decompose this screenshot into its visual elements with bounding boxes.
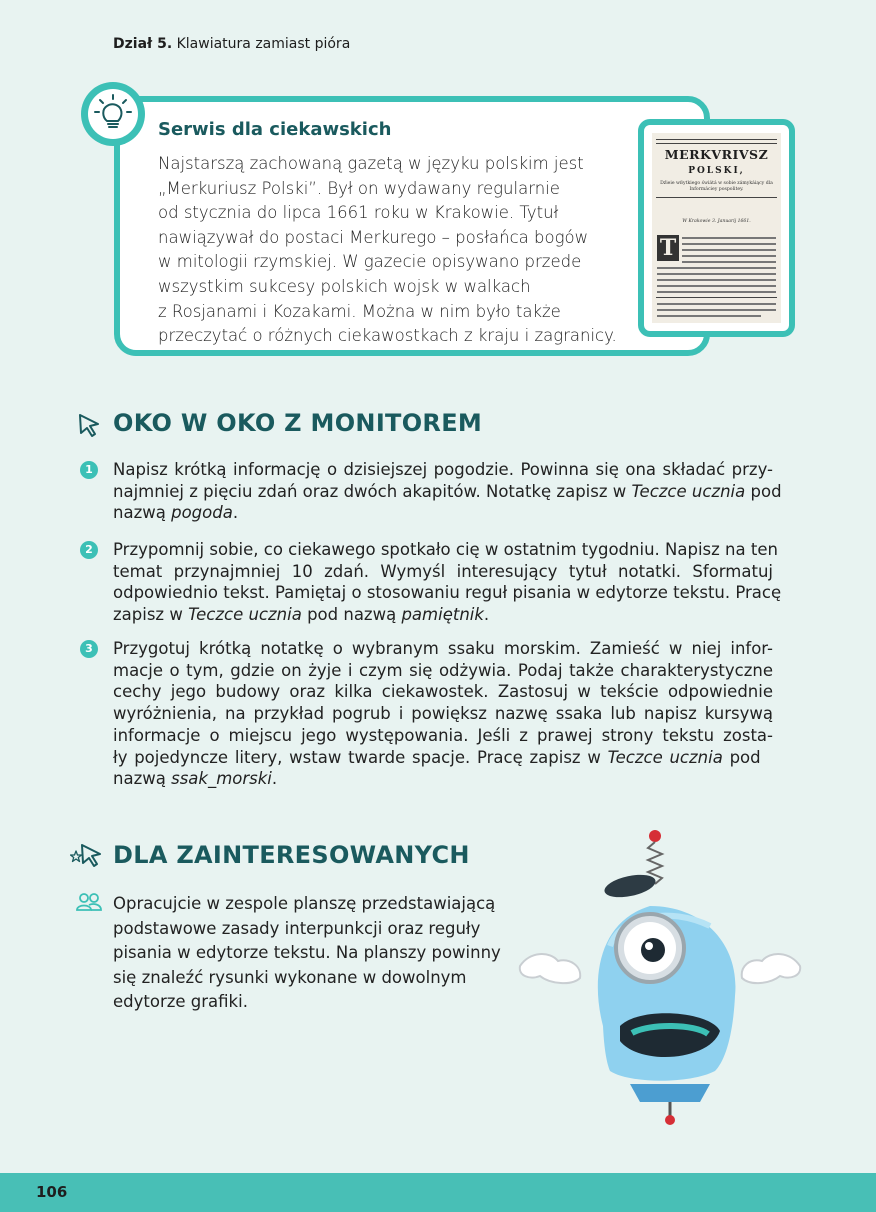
page-header (113, 36, 350, 52)
task-2 (113, 539, 782, 626)
task-number-2: 2 (80, 541, 98, 559)
info-title: Serwis dla ciekawskich (158, 119, 392, 140)
info-line: w mitologii rzymskiej. W gazecie opisywano przede (158, 252, 582, 272)
header-section: Dział 5. (113, 36, 173, 52)
lightbulb-icon (81, 82, 145, 146)
info-line: Najstarszą zachowaną gazetą w języku polskim jest (158, 154, 584, 173)
task-number-1: 1 (80, 461, 98, 479)
group-work-icon (75, 892, 103, 912)
newspaper-initial: T (657, 235, 679, 261)
newspaper-title: MERKVRIVSZ (664, 147, 769, 162)
newspaper-dateline: W Krakowie 3. Januarij 1661. (682, 219, 751, 224)
newspaper-tagline: Dźieie wßytkiego świátá w sobie zámykáiący dla Informáciey pospolitey. (660, 181, 773, 192)
newspaper-image-frame (638, 119, 795, 337)
section-title-dla-zainteresowanych: DLA ZAINTERESOWANYCH (113, 841, 470, 869)
info-line: od stycznia do lipca 1661 roku w Krakowie. Tytuł (158, 203, 559, 223)
info-line: przeczytać o różnych ciekawostkach z kraju i zagranicy. (158, 326, 617, 346)
task-line: zapisz w Teczce ucznia pod nazwą pamiętnik. (113, 605, 490, 625)
task-line: najmniej z pięciu zdań oraz dwóch akapitów. Notatkę zapisz w Teczce ucznia pod (113, 481, 782, 501)
robot-mascot-illustration (510, 826, 810, 1126)
info-line: „Merkuriusz Polski”. Był on wydawany regularnie (158, 178, 560, 198)
info-line: wszystkim sukcesy polskich wojsk w walkach (158, 276, 531, 296)
group-task-text (113, 892, 501, 1015)
task-line: Przypomnij sobie, co ciekawego spotkało cię w ostatnim tygodniu. Napisz na ten (113, 540, 778, 559)
task-line: informacje o miejscu jego występowania. Jeśli z prawej strony tekstu zosta- (113, 725, 773, 745)
task-line: Napisz krótką informację o dzisiejszej pogodzie. Powinna się ona składać przy- (113, 460, 773, 479)
page-number: 106 (36, 1183, 68, 1201)
task-line: cechy jego budowy oraz kilka ciekawostek. Zastosuj w tekście odpowiednie (113, 682, 773, 702)
task-line: wyróżnienia, na przykład pogrub i powiększ nazwę ssaka lub napisz kursywą (113, 704, 773, 724)
header-title: Klawiatura zamiast pióra (176, 36, 351, 52)
newspaper-subtitle: POLSKI, (688, 166, 745, 176)
info-line: nawiązywał do postaci Merkurego – posłańca bogów (158, 227, 589, 247)
group-task-line: edytorze grafiki. (113, 992, 248, 1011)
task-line: odpowiednio tekst. Pamiętaj o stosowaniu reguł pisania w edytorze tekstu. Pracę (113, 583, 782, 603)
newspaper-image (652, 133, 781, 323)
group-task-line: podstawowe zasady interpunkcji oraz reguły (113, 918, 481, 938)
info-line: z Rosjanami i Kozakami. Można w nim było także (158, 301, 561, 321)
star-cursor-icon (70, 842, 104, 868)
group-task-line: pisania w edytorze tekstu. Na planszy powinny (113, 943, 501, 962)
task-line: nazwą ssak_morski. (113, 769, 278, 789)
task-line: macje o tym, gdzie on żyje i czym się odżywia. Podaj także charakterystyczne (113, 660, 773, 680)
task-line: temat przynajmniej 10 zdań. Wymyśl interesujący tytuł notatki. Sformatuj (113, 561, 773, 581)
task-1 (113, 459, 782, 524)
cursor-icon (76, 412, 102, 438)
task-3 (113, 638, 773, 790)
task-line: Przygotuj krótką notatkę o wybranym ssaku morskim. Zamieść w niej infor- (113, 639, 773, 658)
group-task-line: Opracujcie w zespole planszę przedstawiającą (113, 894, 496, 913)
group-task-line: się znaleźć rysunki wykonane w dowolnym (113, 967, 467, 987)
info-text (158, 152, 628, 349)
section-title-oko-w-oko: OKO W OKO Z MONITOREM (113, 409, 483, 437)
task-line: ły pojedyncze litery, wstaw twarde spacje. Pracę zapisz w Teczce ucznia pod (113, 747, 761, 767)
task-line: nazwą pogoda. (113, 503, 239, 523)
task-number-3: 3 (80, 640, 98, 658)
footer-bar (0, 1173, 876, 1212)
